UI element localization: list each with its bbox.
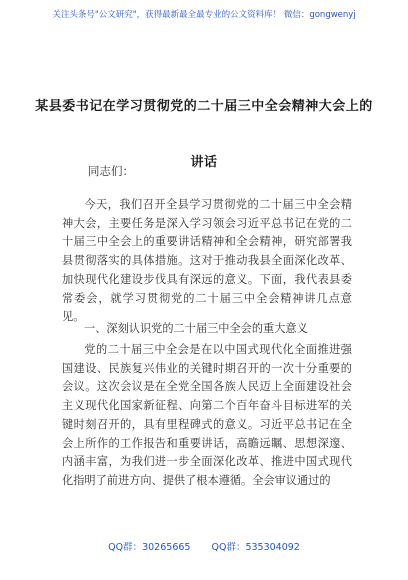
document-title-line-2: 讲话	[190, 155, 218, 170]
salutation: 同志们：	[88, 164, 134, 178]
body-paragraph-1: 今天，我们召开全县学习贯彻党的二十届三中全会精神大会，主要任务是深入学习领会习近平总书记在党的二十届三中全会上的重要讲话精神和全会精神，研究部署我县贯彻落实的具体措施。这对于推动我县全面深化改革、加快现代化建设步伐具有深远的意义。下面，我代表县委常委会，就学习贯彻党的二十届三中全会精神讲几点意见。	[62, 198, 352, 324]
section-heading-1: 一、深刻认识党的二十届三中全会的重大意义	[84, 322, 308, 335]
footer-qq-group-1: QQ群：30265665	[108, 542, 191, 553]
footer-contact	[0, 539, 408, 553]
document-title-line-1: 某县委书记在学习贯彻党的二十届三中全会精神大会上的	[35, 99, 373, 114]
footer-qq-group-2: QQ群：535304092	[211, 542, 300, 553]
header-banner: 关注头条号"公文研究"，获得最新最全最专业的公文资料库！ 微信：gongwenyj	[52, 10, 356, 20]
body-paragraph-2: 党的二十届三中全会是在以中国式现代化全面推进强国建设、民族复兴伟业的关键时期召开的一次十分重要的会议。这次会议是在全党全国各族人民迈上全面建设社会主义现代化国家新征程、向第二个百年奋斗目标进军的关键时刻召开的，具有里程碑式的意义。习近平总书记在全会上所作的工作报告和重要讲话，高瞻远瞩、思想深邃、内涵丰富，为我们进一步全面深化改革、推进中国式现代化指明了前进方向、提供了根本遵循。全会审议通过的	[62, 343, 352, 487]
